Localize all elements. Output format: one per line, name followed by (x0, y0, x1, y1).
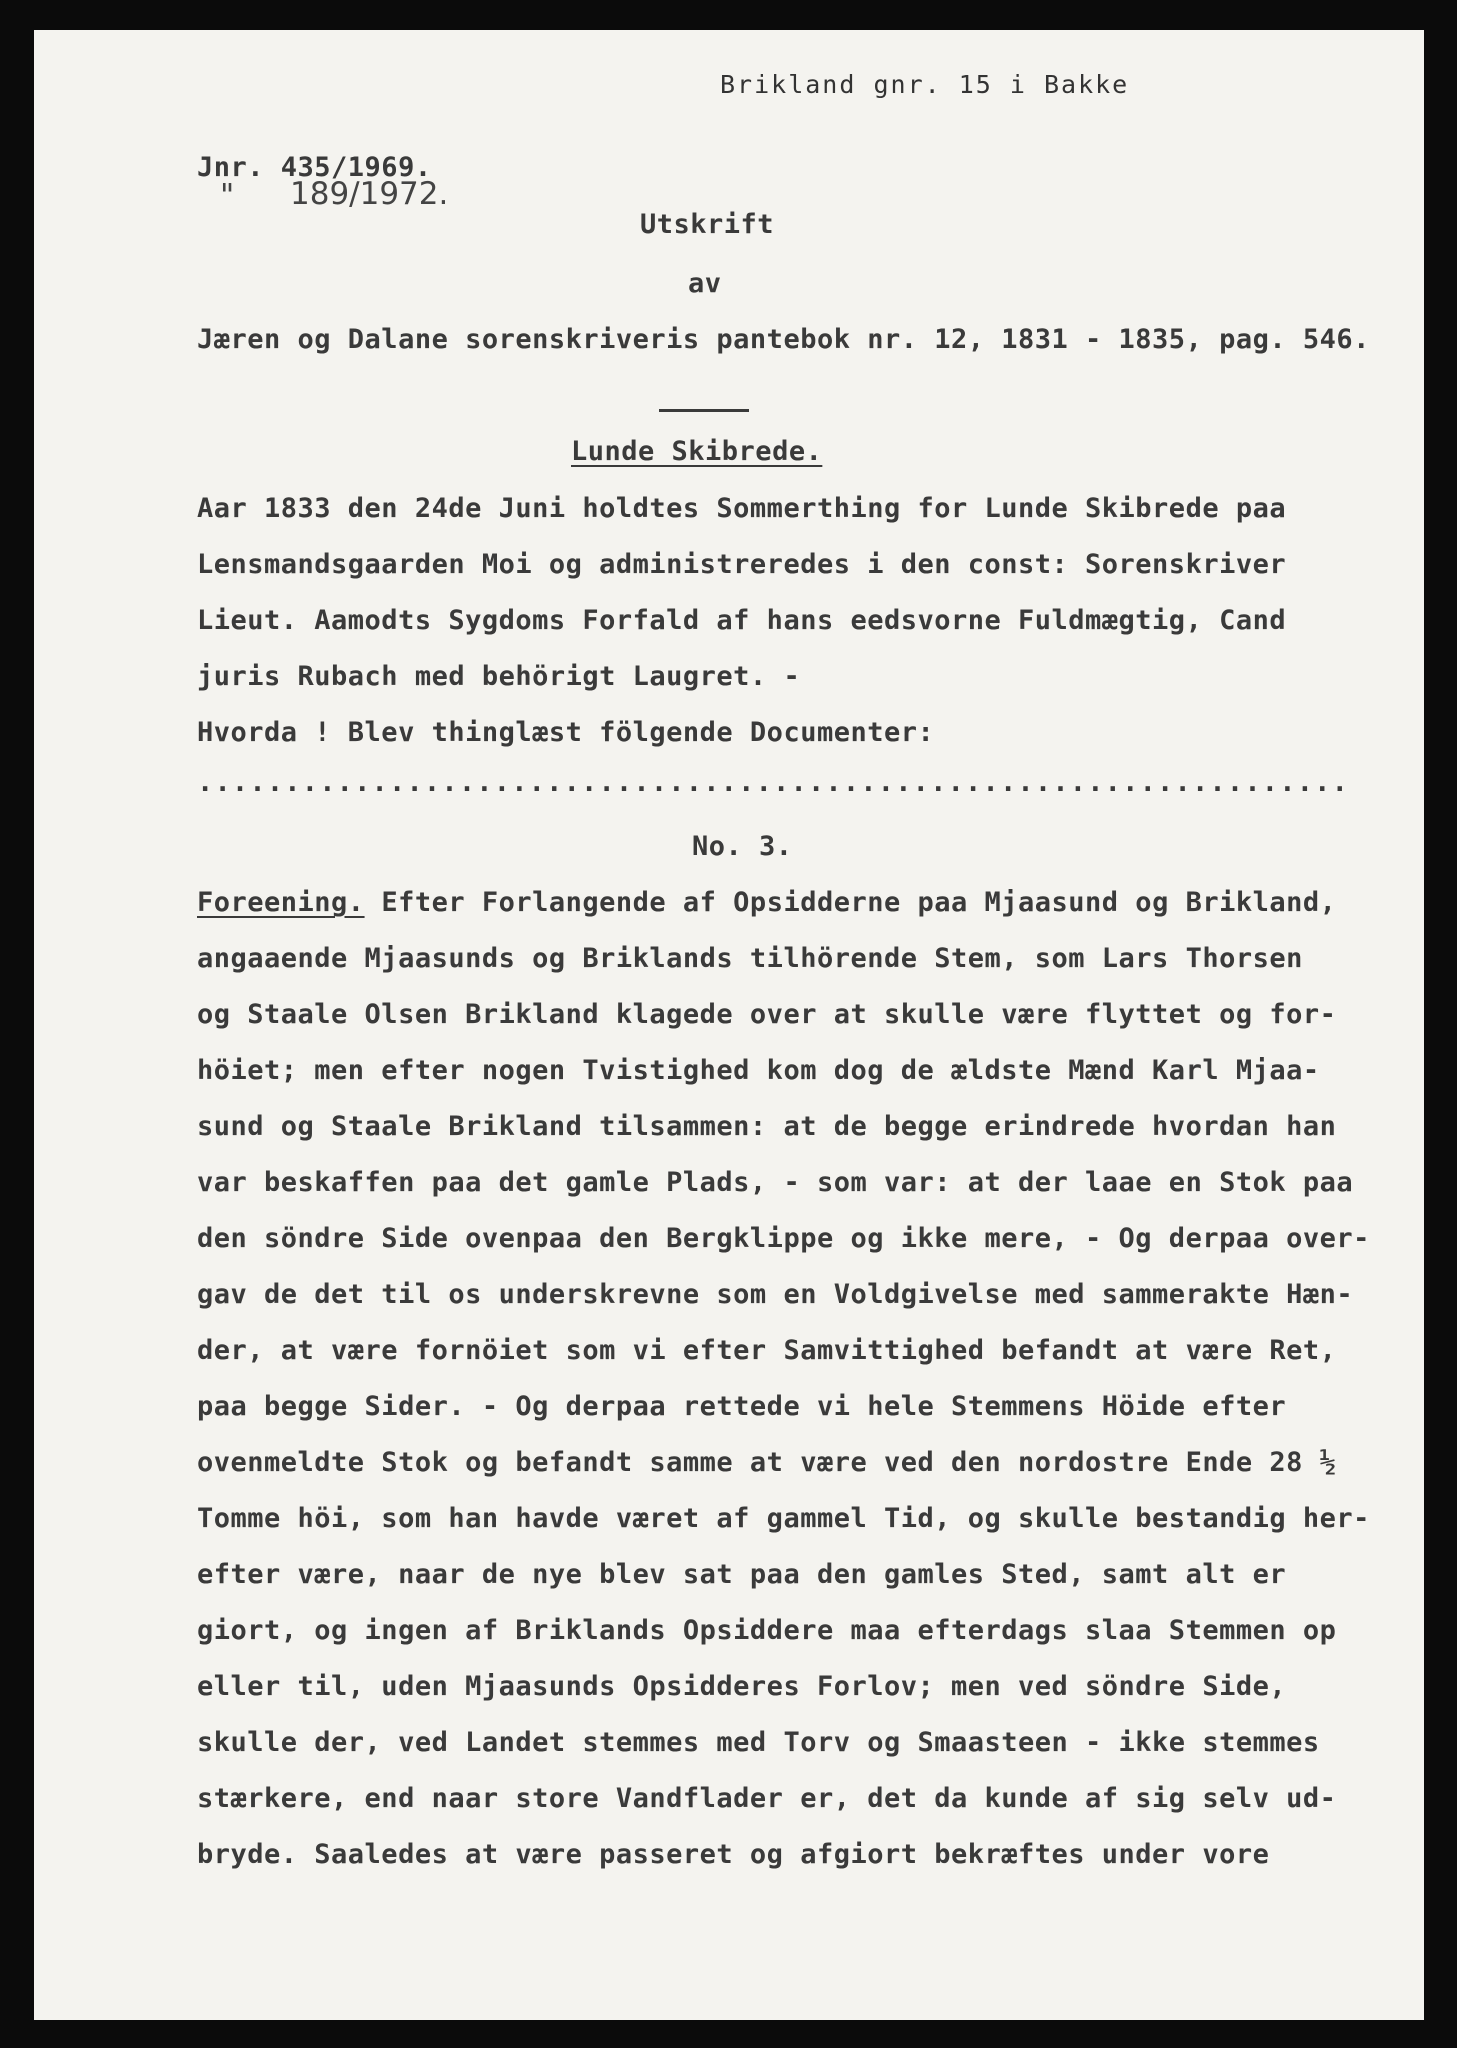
section-heading: Lunde Skibrede. (571, 436, 823, 467)
body-line: angaaende Mjaasunds og Briklands tilhörende Stem, som Lars Thorsen (197, 943, 1303, 974)
intro-line: Hvorda ! Blev thinglæst fölgende Documenter: (197, 717, 935, 748)
journal-number-handwritten: 189/1972. (290, 176, 449, 212)
body-line: giort, og ingen af Briklands Opsiddere maa efterdags slaa Stemmen op (197, 1615, 1337, 1646)
body-line: stærkere, end naar store Vandflader er, det da kunde af sig selv ud- (197, 1783, 1337, 1814)
body-first-line (197, 887, 1336, 918)
body-line: Tomme höi, som han havde været af gammel Tid, og skulle bestandig her- (197, 1503, 1370, 1534)
journal-ditto-mark: " (220, 178, 235, 214)
body-line: bryde. Saaledes at være passeret og afgiort bekræftes under vore (197, 1839, 1270, 1870)
body-first-line-text: Efter Forlangende af Opsidderne paa Mjaasund og Brikland, (364, 887, 1337, 918)
intro-line: Lensmandsgaarden Moi og administreredes i den const: Sorenskriver (197, 549, 1287, 580)
body-line: skulle der, ved Landet stemmes med Torv og Smaasteen - ikke stemmes (197, 1727, 1320, 1758)
title-source: Jæren og Dalane sorenskriveris pantebok nr. 12, 1831 - 1835, pag. 546. (197, 324, 1370, 355)
header-reference: Brikland gnr. 15 i Bakke (720, 70, 1130, 99)
body-line: efter være, naar de nye blev sat paa den gamles Sted, samt alt er (197, 1559, 1287, 1590)
body-line: eller til, uden Mjaasunds Opsidderes Forlov; men ved söndre Side, (197, 1671, 1287, 1702)
body-line: gav de det til os underskrevne som en Voldgivelse med sammerakte Hæn- (197, 1279, 1354, 1310)
body-line: sund og Staale Brikland tilsammen: at de begge erindrede hvordan han (197, 1111, 1337, 1142)
dotted-separator: .................................................................. (197, 767, 1350, 798)
title-av: av (688, 268, 722, 299)
body-line: paa begge Sider. - Og derpaa rettede vi hele Stemmens Höide efter (197, 1391, 1287, 1422)
item-number: No. 3. (692, 831, 793, 862)
intro-line: juris Rubach med behörigt Laugret. - (197, 661, 801, 692)
body-line: der, at være fornöiet som vi efter Samvittighed befandt at være Ret, (197, 1335, 1337, 1366)
foreening-label: Foreening. (197, 887, 365, 918)
body-line: den söndre Side ovenpaa den Bergklippe og ikke mere, - Og derpaa over- (197, 1223, 1370, 1254)
body-line: höiet; men efter nogen Tvistighed kom dog de ældste Mænd Karl Mjaa- (197, 1055, 1320, 1086)
journal-number: Jnr. 435/1969. (197, 152, 432, 183)
body-line: ovenmeldte Stok og befandt samme at være ved den nordostre Ende 28 ½ (197, 1447, 1337, 1478)
intro-line: Aar 1833 den 24de Juni holdtes Sommerthing for Lunde Skibrede paa (197, 493, 1287, 524)
body-line: var beskaffen paa det gamle Plads, - som var: at der laae en Stok paa (197, 1167, 1354, 1198)
body-line: og Staale Olsen Brikland klagede over at skulle være flyttet og for- (197, 999, 1337, 1030)
title-utskrift: Utskrift (640, 209, 775, 240)
intro-line: Lieut. Aamodts Sygdoms Forfald af hans eedsvorne Fuldmægtig, Cand (197, 605, 1287, 636)
document-page (34, 30, 1424, 2020)
short-divider (659, 409, 749, 412)
